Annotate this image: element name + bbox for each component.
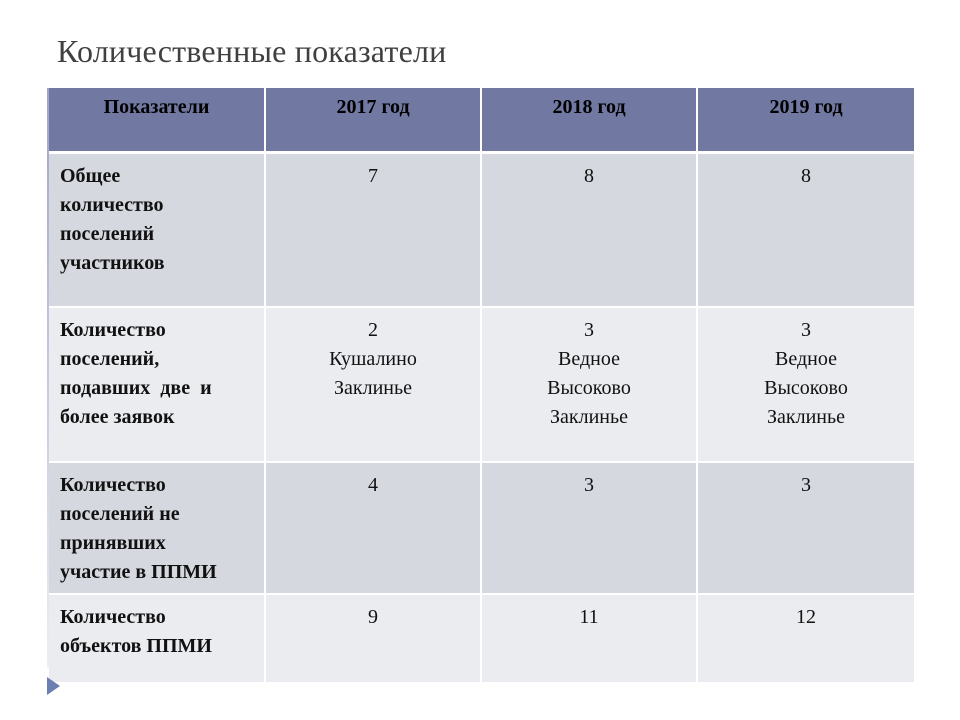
cell-2018 <box>481 152 697 307</box>
settlement-name: Высоково <box>764 377 848 399</box>
cell-value: 7 <box>368 164 378 187</box>
cell-2019 <box>697 594 914 683</box>
row-label <box>49 462 265 594</box>
label-line: принявших <box>60 532 166 554</box>
triangle-right-icon[interactable] <box>47 677 60 695</box>
label-line: количество <box>60 193 164 216</box>
cell-2017 <box>265 594 481 683</box>
table-row <box>49 152 914 307</box>
cell-value: 9 <box>368 606 378 628</box>
cell-2017 <box>265 152 481 307</box>
cell-value: 3 <box>584 474 594 496</box>
label-line: подавших две и <box>60 377 212 399</box>
table-header-row <box>49 88 914 152</box>
settlement-name: Заклинье <box>767 406 845 428</box>
metrics-table <box>49 88 914 684</box>
cell-value: 3 <box>801 474 811 496</box>
label-line: Количество <box>60 474 166 496</box>
label-line: Количество <box>60 319 166 341</box>
header-2017: 2017 год <box>265 88 481 152</box>
cell-2018 <box>481 307 697 462</box>
label-line: поселений не <box>60 503 180 525</box>
header-indicators: Показатели <box>49 88 265 152</box>
label-line: участие в ППМИ <box>60 561 217 583</box>
table-row <box>49 307 914 462</box>
label-line: более заявок <box>60 406 175 428</box>
cell-value: 8 <box>801 164 811 187</box>
cell-value: 8 <box>584 164 594 187</box>
label-line: Общее <box>60 164 121 187</box>
settlement-name: Ведное <box>558 348 620 370</box>
cell-value: 2 <box>368 319 378 341</box>
label-line: участников <box>60 251 165 274</box>
table-row <box>49 462 914 594</box>
page-title: Количественные показатели <box>57 33 447 69</box>
cell-2019 <box>697 152 914 307</box>
settlement-name: Ведное <box>775 348 837 370</box>
settlement-name: Кушалино <box>329 348 417 370</box>
settlement-name: Высоково <box>547 377 631 399</box>
cell-2018 <box>481 462 697 594</box>
row-label <box>49 152 265 307</box>
cell-2017 <box>265 307 481 462</box>
row-label <box>49 594 265 683</box>
cell-2018 <box>481 594 697 683</box>
cell-value: 4 <box>368 474 378 496</box>
cell-2019 <box>697 462 914 594</box>
row-label <box>49 307 265 462</box>
settlement-name: Заклинье <box>550 406 628 428</box>
settlement-name: Заклинье <box>334 377 412 399</box>
label-line: Количество <box>60 606 166 628</box>
cell-value: 12 <box>796 606 816 628</box>
cell-2019 <box>697 307 914 462</box>
header-2019: 2019 год <box>697 88 914 152</box>
label-line: поселений, <box>60 348 160 370</box>
header-2018: 2018 год <box>481 88 697 152</box>
cell-value: 3 <box>584 319 594 341</box>
label-line: поселений <box>60 222 155 245</box>
cell-value: 11 <box>579 606 599 628</box>
cell-value: 3 <box>801 319 811 341</box>
cell-2017 <box>265 462 481 594</box>
label-line: объектов ППМИ <box>60 635 212 657</box>
table-row <box>49 594 914 683</box>
